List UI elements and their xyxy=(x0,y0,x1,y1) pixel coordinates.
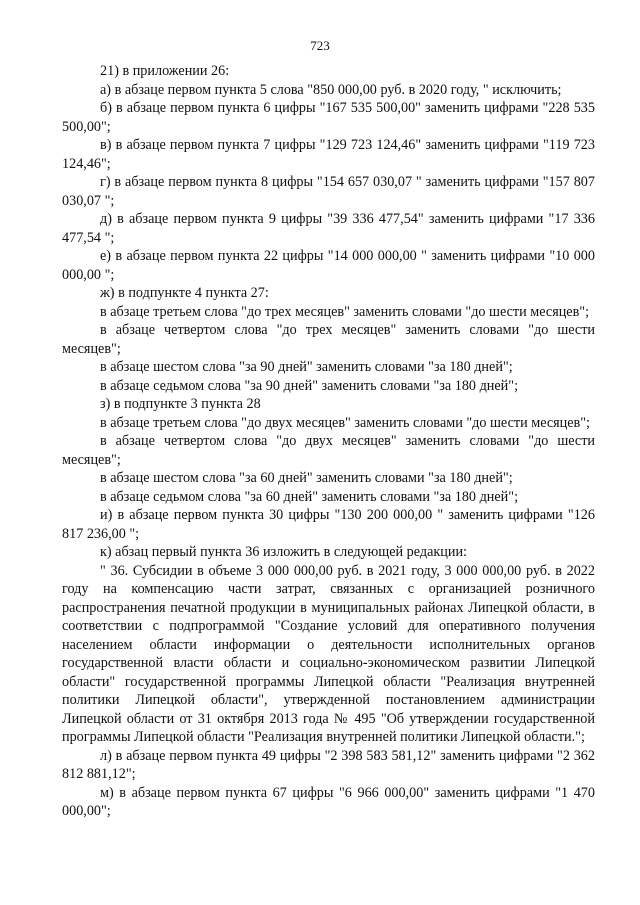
paragraph: к) абзац первый пункта 36 изложить в следующей редакции: xyxy=(100,544,467,560)
paragraph: в абзаце шестом слова "за 90 дней" заменить словами "за 180 дней"; xyxy=(100,359,513,375)
paragraph: в абзаце третьем слова "до двух месяцев" заменить словами "до шести месяцев"; xyxy=(100,414,590,431)
paragraph: в абзаце четвертом слова "до двух месяцев" заменить словами "до шести месяцев"; xyxy=(62,433,595,468)
paragraph: л) в абзаце первом пункта 49 цифры "2 398 583 581,12" заменить цифрами "2 362 812 881,12"; xyxy=(62,747,595,782)
page-number: 723 xyxy=(310,38,330,53)
paragraph: е) в абзаце первом пункта 22 цифры "14 000 000,00 " заменить цифрами "10 000 000,00 "; xyxy=(62,248,595,283)
paragraph: б) в абзаце первом пункта 6 цифры "167 535 500,00" заменить цифрами "228 535 500,00"; xyxy=(62,100,595,135)
paragraph: ж) в подпункте 4 пункта 27: xyxy=(100,285,269,301)
paragraph: и) в абзаце первом пункта 30 цифры "130 200 000,00 " заменить цифрами "126 817 236,00 "; xyxy=(62,507,595,542)
document-body xyxy=(62,62,595,821)
paragraph: в абзаце шестом слова "за 60 дней" заменить словами "за 180 дней"; xyxy=(100,470,513,486)
paragraph: в абзаце третьем слова "до трех месяцев" заменить словами "до шести месяцев"; xyxy=(100,303,590,320)
paragraph: в абзаце седьмом слова "за 90 дней" заменить словами "за 180 дней"; xyxy=(100,377,519,394)
paragraph: в) в абзаце первом пункта 7 цифры "129 723 124,46" заменить цифрами "119 723 124,46"; xyxy=(62,137,595,172)
paragraph: з) в подпункте 3 пункта 28 xyxy=(100,396,261,412)
paragraph: в абзаце четвертом слова "до трех месяцев" заменить словами "до шести месяцев"; xyxy=(62,322,595,357)
paragraph: " 36. Субсидии в объеме 3 000 000,00 руб. в 2021 году, 3 000 000,00 руб. в 2022 году на компенсацию части затрат, связанных с организацией розничного распространения печатной продукции в муниципальных районах Липецкой области, в соответствии с подпрограммой "Создание условий для оперативного получения населением области информации о деятельности исполнительных органов государственной власти области и социально-экономическом развитии Липецкой области" государственной программы Липецкой области "Реализация внутренней политики Липецкой области", утвержденной постановлением администрации Липецкой области от 31 октября 2013 года № 495 "Об утверждении государственной программы Липецкой области "Реализация внутренней политики Липецкой области."; xyxy=(62,562,595,745)
paragraph: д) в абзаце первом пункта 9 цифры "39 336 477,54" заменить цифрами "17 336 477,54 "; xyxy=(62,211,595,246)
paragraph: в абзаце седьмом слова "за 60 дней" заменить словами "за 180 дней"; xyxy=(100,488,519,505)
paragraph: 21) в приложении 26: xyxy=(100,63,230,79)
paragraph: м) в абзаце первом пункта 67 цифры "6 966 000,00" заменить цифрами "1 470 000,00"; xyxy=(62,784,595,819)
paragraph: г) в абзаце первом пункта 8 цифры "154 657 030,07 " заменить цифрами "157 807 030,07 "; xyxy=(62,174,595,209)
paragraph: а) в абзаце первом пункта 5 слова "850 000,00 руб. в 2020 году, " исключить; xyxy=(100,81,562,98)
